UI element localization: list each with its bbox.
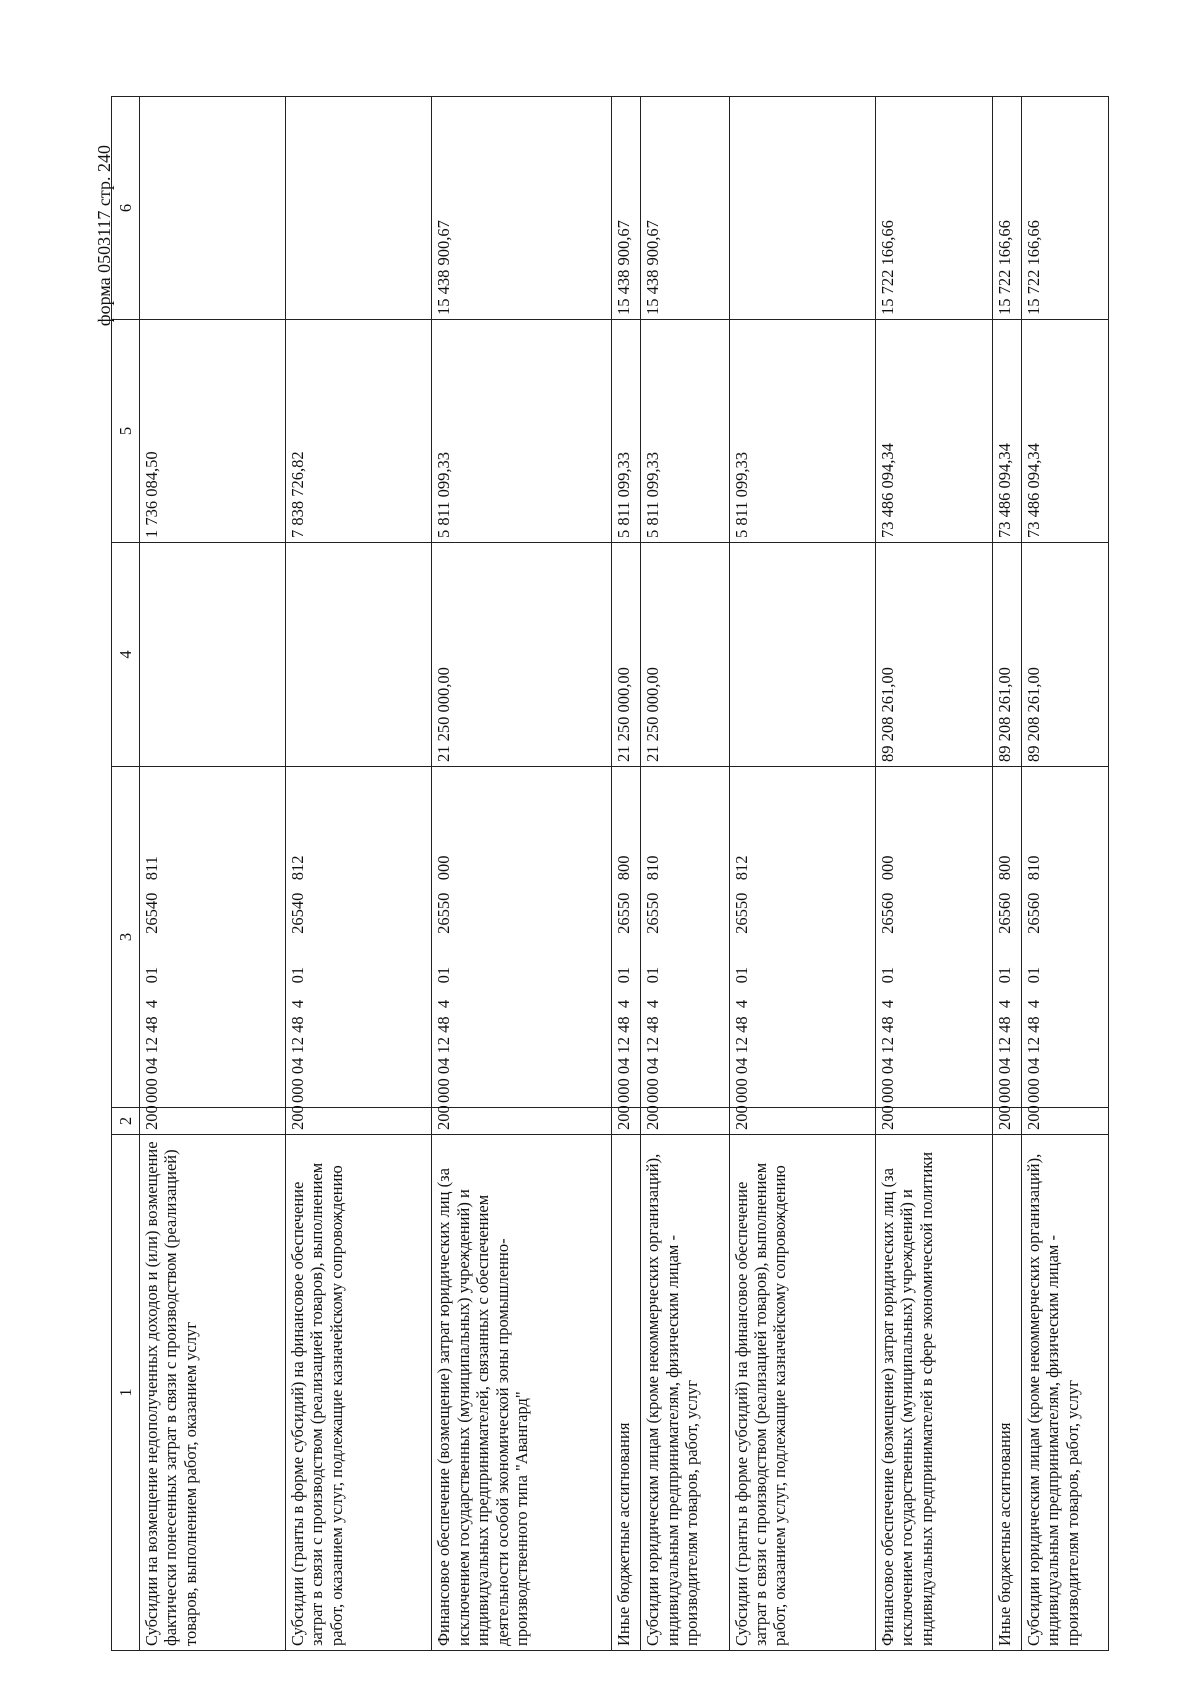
row-name-cell: Субсидии на возмещение недополученных доходов и (или) возмещение фактически понесенных затрат в связи с производством (реализацией) товаров, выполнением работ, оказанием услуг — [139, 1135, 285, 1651]
column-header-2: 2 — [112, 1108, 140, 1135]
row-name-cell: Иные бюджетные ассигнования — [992, 1135, 1021, 1651]
executed-amount-cell: 1 736 084,50 — [139, 320, 285, 543]
column-header-5: 5 — [112, 320, 140, 543]
row-name-cell: Субсидии (гранты в форме субсидий) на финансовое обеспечение затрат в связи с производством (реализацией товаров), выполнением работ, оказанием услуг, подлежащие казначейскому сопровождению — [286, 1135, 432, 1651]
unexecuted-amount-cell — [139, 97, 285, 320]
unexecuted-amount-cell: 15 722 166,66 — [1021, 97, 1108, 320]
report-table — [111, 96, 1109, 1651]
budget-code-cell: 000 04 12 48 4 01 26550 000 — [432, 767, 612, 1108]
executed-amount-cell: 73 486 094,34 — [875, 320, 992, 543]
budget-code-cell: 000 04 12 48 4 01 26540 811 — [139, 767, 285, 1108]
unexecuted-amount-cell: 15 438 900,67 — [641, 97, 729, 320]
approved-amount-cell: 21 250 000,00 — [641, 543, 729, 767]
line-code-cell: 200 — [729, 1108, 875, 1135]
line-code-cell: 200 — [612, 1108, 641, 1135]
table-row — [612, 97, 641, 1651]
budget-code-cell: 000 04 12 48 4 01 26560 810 — [1021, 767, 1108, 1108]
approved-amount-cell: 89 208 261,00 — [992, 543, 1021, 767]
row-name-cell: Финансовое обеспечение (возмещение) затрат юридических лиц (за исключением государственных (муниципальных) учреждений) и индивидуальных предпринимателей в сфере экономической политики — [875, 1135, 992, 1651]
table-row — [432, 97, 612, 1651]
budget-code-cell: 000 04 12 48 4 01 26550 800 — [612, 767, 641, 1108]
form-header-text: форма 0503117 стр. 240 — [94, 145, 114, 327]
column-header-6: 6 — [112, 97, 140, 320]
executed-amount-cell: 5 811 099,33 — [641, 320, 729, 543]
table-row — [1021, 97, 1108, 1651]
row-name-cell: Субсидии юридическим лицам (кроме некоммерческих организаций), индивидуальным предпринимателям, физическим лицам - производителям товаров, работ, услуг — [1021, 1135, 1108, 1651]
budget-code-cell: 000 04 12 48 4 01 26540 812 — [286, 767, 432, 1108]
budget-code-cell: 000 04 12 48 4 01 26550 812 — [729, 767, 875, 1108]
table-row — [729, 97, 875, 1651]
unexecuted-amount-cell — [729, 97, 875, 320]
row-name-cell: Субсидии (гранты в форме субсидий) на финансовое обеспечение затрат в связи с производством (реализацией товаров), выполнением работ, оказанием услуг, подлежащие казначейскому сопровождению — [729, 1135, 875, 1651]
line-code-cell: 200 — [1021, 1108, 1108, 1135]
approved-amount-cell — [729, 543, 875, 767]
line-code-cell: 200 — [875, 1108, 992, 1135]
unexecuted-amount-cell: 15 438 900,67 — [612, 97, 641, 320]
column-number-row — [112, 97, 140, 1651]
executed-amount-cell: 73 486 094,34 — [1021, 320, 1108, 543]
approved-amount-cell: 21 250 000,00 — [432, 543, 612, 767]
executed-amount-cell: 73 486 094,34 — [992, 320, 1021, 543]
unexecuted-amount-cell: 15 722 166,66 — [875, 97, 992, 320]
column-header-1: 1 — [112, 1135, 140, 1651]
unexecuted-amount-cell: 15 438 900,67 — [432, 97, 612, 320]
approved-amount-cell — [139, 543, 285, 767]
executed-amount-cell: 5 811 099,33 — [612, 320, 641, 543]
table-row — [641, 97, 729, 1651]
row-name-cell: Субсидии юридическим лицам (кроме некоммерческих организаций), индивидуальным предпринимателям, физическим лицам - производителям товаров, работ, услуг — [641, 1135, 729, 1651]
table-row — [286, 97, 432, 1651]
approved-amount-cell: 21 250 000,00 — [612, 543, 641, 767]
unexecuted-amount-cell — [286, 97, 432, 320]
executed-amount-cell: 7 838 726,82 — [286, 320, 432, 543]
column-header-4: 4 — [112, 543, 140, 767]
approved-amount-cell — [286, 543, 432, 767]
table-row — [875, 97, 992, 1651]
executed-amount-cell: 5 811 099,33 — [432, 320, 612, 543]
row-name-cell: Иные бюджетные ассигнования — [612, 1135, 641, 1651]
column-header-3: 3 — [112, 767, 140, 1108]
approved-amount-cell: 89 208 261,00 — [875, 543, 992, 767]
budget-code-cell: 000 04 12 48 4 01 26550 810 — [641, 767, 729, 1108]
report-table-body — [112, 97, 1109, 1651]
form-header — [44, 30, 114, 327]
line-code-cell: 200 — [139, 1108, 285, 1135]
approved-amount-cell: 89 208 261,00 — [1021, 543, 1108, 767]
budget-code-cell: 000 04 12 48 4 01 26560 000 — [875, 767, 992, 1108]
executed-amount-cell: 5 811 099,33 — [729, 320, 875, 543]
table-row — [992, 97, 1021, 1651]
line-code-cell: 200 — [286, 1108, 432, 1135]
table-row — [139, 97, 285, 1651]
row-name-cell: Финансовое обеспечение (возмещение) затрат юридических лиц (за исключением государственных (муниципальных) учреждений) и индивидуальных предпринимателей, связанных с обеспечением деятельности особой экономической зоны промышленно-производственного типа "Авангард" — [432, 1135, 612, 1651]
line-code-cell: 200 — [992, 1108, 1021, 1135]
line-code-cell: 200 — [432, 1108, 612, 1135]
budget-code-cell: 000 04 12 48 4 01 26560 800 — [992, 767, 1021, 1108]
unexecuted-amount-cell: 15 722 166,66 — [992, 97, 1021, 320]
line-code-cell: 200 — [641, 1108, 729, 1135]
rotated-page — [111, 97, 1109, 1651]
